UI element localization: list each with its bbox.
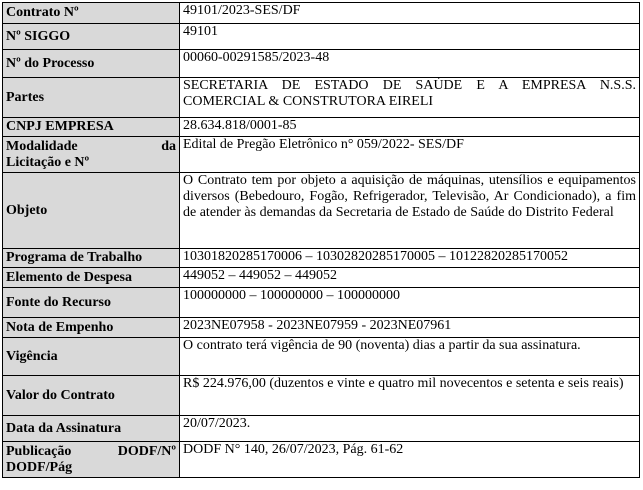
table-row [3, 78, 640, 118]
work-program-value: 10301820285170006 – 10302820285170005 – 10122820285170052 [180, 249, 640, 268]
siggo-number-value: 49101 [180, 24, 640, 50]
table-row [3, 416, 640, 442]
table-row [3, 268, 640, 288]
table-row [3, 173, 640, 249]
table-row [3, 118, 640, 137]
table-row [3, 137, 640, 173]
expense-element-value: 449052 – 449052 – 449052 [180, 268, 640, 288]
validity-label: Vigência [3, 338, 180, 376]
cnpj-value: 28.634.818/0001-85 [180, 118, 640, 137]
object-label: Objeto [3, 173, 180, 249]
contract-number-label: Contrato Nº [3, 3, 180, 24]
commitment-note-label: Nota de Empenho [3, 318, 180, 338]
publication-label-part2: DODF/Nº [117, 443, 176, 459]
modality-label-part1: Modalidade [6, 138, 78, 154]
validity-value: O contrato terá vigência de 90 (noventa) dias a partir da sua assinatura. [180, 338, 640, 376]
publication-label [3, 442, 180, 478]
contract-summary-table [2, 2, 640, 478]
signature-date-label: Data da Assinatura [3, 416, 180, 442]
parties-label: Partes [3, 78, 180, 118]
table-row [3, 318, 640, 338]
process-number-label: Nº do Processo [3, 50, 180, 78]
contract-number-value: 49101/2023-SES/DF [180, 3, 640, 24]
funding-source-value: 100000000 – 100000000 – 100000000 [180, 288, 640, 318]
table-row [3, 338, 640, 376]
table-row [3, 24, 640, 50]
modality-label-part2: da [161, 138, 176, 154]
publication-value: DODF N° 140, 26/07/2023, Pág. 61-62 [180, 442, 640, 478]
cnpj-label: CNPJ EMPRESA [3, 118, 180, 137]
table-row [3, 376, 640, 416]
commitment-note-value: 2023NE07958 - 2023NE07959 - 2023NE07961 [180, 318, 640, 338]
modality-label-part3: Licitação e Nº [6, 154, 90, 170]
modality-label [3, 137, 180, 173]
modality-value: Edital de Pregão Eletrônico n° 059/2022- SES/DF [180, 137, 640, 173]
funding-source-label: Fonte do Recurso [3, 288, 180, 318]
table-row [3, 249, 640, 268]
parties-value: SECRETARIA DE ESTADO DE SAÚDE E A EMPRESA N.S.S. COMERCIAL & CONSTRUTORA EIRELI [180, 78, 640, 118]
publication-label-part1: Publicação [6, 443, 72, 459]
contract-value-value: R$ 224.976,00 (duzentos e vinte e quatro mil novecentos e setenta e seis reais) [180, 376, 640, 416]
contract-value-label: Valor do Contrato [3, 376, 180, 416]
table-row [3, 442, 640, 478]
expense-element-label: Elemento de Despesa [3, 268, 180, 288]
table-row [3, 288, 640, 318]
table-row [3, 50, 640, 78]
process-number-value: 00060-00291585/2023-48 [180, 50, 640, 78]
siggo-number-label: Nº SIGGO [3, 24, 180, 50]
publication-label-part3: DODF/Pág [6, 459, 73, 475]
table-row [3, 3, 640, 24]
object-value: O Contrato tem por objeto a aquisição de máquinas, utensílios e equipamentos diversos (Bebedouro, Fogão, Refrigerador, Televisão, Ar Condicionado), a fim de atender às demandas da Secretaria de Estado de Saúde do Distrito Federal [180, 173, 640, 249]
work-program-label: Programa de Trabalho [3, 249, 180, 268]
signature-date-value: 20/07/2023. [180, 416, 640, 442]
